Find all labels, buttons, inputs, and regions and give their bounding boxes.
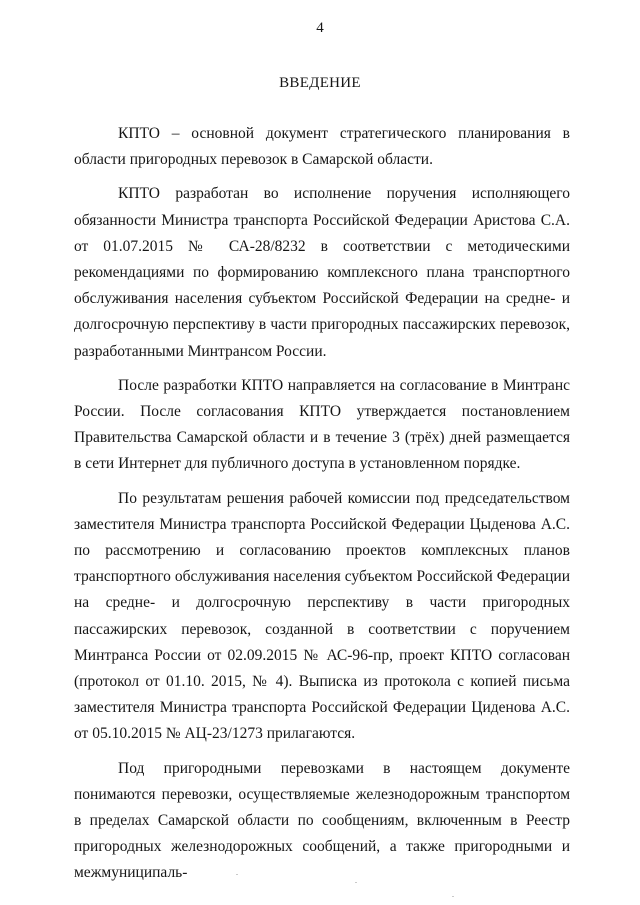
section-heading: ВВЕДЕНИЕ (279, 75, 361, 91)
scan-speck (236, 874, 238, 875)
paragraph: Под пригородными перевозками в настоящем документе понимаются перевозки, осуществляемые железнодорожным транспортом в пределах Самарской области по сообщениям, включенным в Реестр пригородных железнодорожных сообщений, а также пригородными и межмуниципаль- (74, 759, 570, 882)
scan-speck (452, 896, 454, 897)
scan-speck (355, 882, 357, 883)
paragraph: По результатам решения рабочей комиссии под председательством заместителя Министра транспорта Российской Федерации Цыденова А.С. по рассмотрению и согласованию проектов комплексных планов транспортного обслуживания населения субъектом Российской Федерации на средне- и долгосрочную перспективу в части пригородных пассажирских перевозок, созданной в соответствии с поручением Минтранса России от 02.09.2015 № АС-96-пр, проект КПТО согласован (протокол от 01.10. 2015, № 4). Выписка из протокола с копией письма заместителя Министра транспорта Российской Федерации Циденова А.С. от 05.10.2015 № АЦ-23/1273 прилагаются. (74, 489, 570, 743)
body-text (74, 121, 570, 887)
page-number: 4 (316, 20, 324, 36)
paragraph: КПТО – основной документ стратегического планирования в области пригородных перевозок в Самарской области. (74, 125, 570, 169)
paragraph: КПТО разработан во исполнение поручения исполняющего обязанности Министра транспорта Российской Федерации Аристова С.А. от 01.07.2015 № СА-28/8232 в соответствии с методическими рекомендациями по формированию комплексного плана транспортного обслуживания населения субъектом Российской Федерации на средне- и долгосрочную перспективу в части пригородных пассажирских перевозок, разработанными Минтрансом России. (74, 185, 570, 360)
paragraph: После разработки КПТО направляется на согласование в Минтранс России. После согласования КПТО утверждается постановлением Правительства Самарской области и в течение 3 (трёх) дней размещается в сети Интернет для публичного доступа в установленном порядке. (74, 376, 570, 473)
